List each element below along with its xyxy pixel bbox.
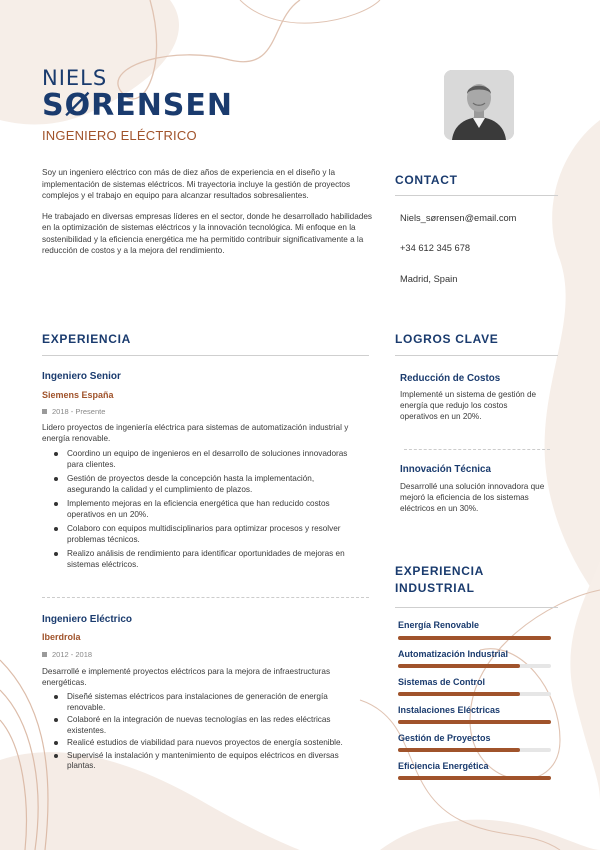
- list-item: [54, 692, 354, 713]
- experience-divider: [42, 355, 369, 356]
- bullet-text: Colaboré en la integración de nuevas tecnologías en las redes eléctricas existentes.: [67, 715, 331, 735]
- job-bullet-list: [54, 449, 354, 574]
- achievements-title: LOGROS CLAVE: [395, 332, 499, 346]
- job-dates-text: 2012 - 2018: [52, 650, 93, 659]
- list-item: [54, 524, 354, 545]
- contact-phone[interactable]: +34 612 345 678: [400, 243, 471, 253]
- list-item: [54, 499, 354, 520]
- summary-paragraph-1: Soy un ingeniero eléctrico con más de diez años de experiencia en el diseño y la implementación de sistemas eléctricos. Mi trayectoria incluye la gestión de proyectos complejos y el trabajo en equipo para alcanzar resultados sobresalientes.: [42, 168, 351, 200]
- skill-label: Automatización Industrial: [398, 649, 509, 659]
- list-item: [54, 738, 354, 749]
- achievements-divider: [395, 355, 558, 356]
- skill-bar: [398, 692, 551, 696]
- bullet-icon: [54, 695, 58, 699]
- summary: [42, 167, 372, 266]
- bullet-icon: [54, 718, 58, 722]
- bullet-text: Gestión de proyectos desde la concepción hasta la implementación, asegurando la calidad y el cumplimiento de plazos.: [67, 474, 315, 494]
- skill-bar: [398, 776, 551, 780]
- industry-experience-title-line2: INDUSTRIAL: [395, 581, 475, 595]
- contact-title: CONTACT: [395, 173, 458, 187]
- skill-bar-fill: [398, 636, 551, 640]
- skill-label: Gestión de Proyectos: [398, 733, 491, 743]
- list-item: [54, 549, 354, 570]
- skill-label: Eficiencia Energética: [398, 761, 489, 771]
- skill-label: Energía Renovable: [398, 620, 480, 630]
- skill-bar-fill: [398, 720, 551, 724]
- contact-email[interactable]: Niels_sørensen@email.com: [400, 213, 517, 223]
- bullet-text: Supervisé la instalación y mantenimiento de equipos eléctricos en diversas plantas.: [67, 750, 339, 770]
- job-separator: [42, 597, 369, 598]
- list-item: [54, 715, 354, 736]
- bullet-icon: [54, 527, 58, 531]
- bullet-icon: [54, 452, 58, 456]
- skill-label: Instalaciones Eléctricas: [398, 705, 501, 715]
- job-title: INGENIERO ELÉCTRICO: [42, 128, 197, 143]
- skill-bar: [398, 748, 551, 752]
- list-item: [54, 751, 354, 772]
- achievement-title: Reducción de Costos: [400, 373, 501, 384]
- bullet-icon: [54, 477, 58, 481]
- bullet-icon: [54, 502, 58, 506]
- bullet-text: Diseñé sistemas eléctricos para instalaciones de generación de energía renovable.: [67, 692, 328, 712]
- bullet-text: Implemento mejoras en la eficiencia energética que han reducido costos operativos en un 20%.: [67, 499, 330, 519]
- first-name: NIELS: [42, 66, 108, 90]
- skill-bar: [398, 636, 551, 640]
- achievement-title: Innovación Técnica: [400, 464, 491, 475]
- profile-photo: [444, 70, 514, 140]
- bullet-text: Realizo análisis de rendimiento para identificar oportunidades de mejoras en sistemas eléctricos.: [67, 549, 345, 569]
- achievement-text: Implementé un sistema de gestión de energía que redujo los costos operativos en un 20%.: [400, 390, 537, 421]
- bullet-text: Coordino un equipo de ingenieros en el desarrollo de soluciones innovadoras para clientes.: [67, 449, 348, 469]
- calendar-icon: [42, 652, 47, 657]
- job-dates: [42, 650, 92, 659]
- skill-bar-fill: [398, 692, 520, 696]
- contact-location: Madrid, Spain: [400, 274, 458, 284]
- list-item: [54, 449, 354, 470]
- skill-label: Sistemas de Control: [398, 677, 486, 687]
- calendar-icon: [42, 409, 47, 414]
- bullet-icon: [54, 741, 58, 745]
- job-company: Iberdrola: [42, 632, 81, 642]
- achievement-separator: [404, 449, 550, 450]
- bullet-text: Realicé estudios de viabilidad para nuevos proyectos de energía sostenible.: [67, 738, 343, 747]
- experience-title: EXPERIENCIA: [42, 332, 132, 346]
- skill-bar: [398, 720, 551, 724]
- job-company: Siemens España: [42, 390, 114, 400]
- industry-divider: [395, 607, 558, 608]
- job-role: Ingeniero Eléctrico: [42, 614, 133, 625]
- bullet-icon: [54, 552, 58, 556]
- skill-bar-fill: [398, 664, 520, 668]
- skill-bar: [398, 664, 551, 668]
- achievement-text: Desarrollé una solución innovadora que mejoró la eficiencia de los sistemas eléctricos en un 30%.: [400, 482, 545, 513]
- job-description: Desarrollé e implementé proyectos eléctricos para la mejora de infraestructuras energéticas.: [42, 667, 331, 687]
- job-description: Lidero proyectos de ingeniería eléctrica para sistemas de automatización industrial y energía renovable.: [42, 423, 349, 443]
- last-name: SØRENSEN: [42, 88, 234, 123]
- bullet-icon: [54, 754, 58, 758]
- skill-bar-fill: [398, 776, 551, 780]
- job-dates: [42, 407, 105, 416]
- job-role: Ingeniero Senior: [42, 371, 121, 382]
- skill-bar-fill: [398, 748, 520, 752]
- industry-experience-title: [395, 563, 484, 597]
- industry-experience-title-line1: EXPERIENCIA: [395, 564, 485, 578]
- job-dates-text: 2018 - Presente: [52, 407, 106, 416]
- job-bullet-list: [54, 692, 354, 774]
- summary-paragraph-2: He trabajado en diversas empresas líderes en el sector, donde he desarrollado habilidades en la optimización de sistemas eléctricos y la innovación tecnológica. Mi enfoque en la sostenibilidad y la eficiencia energética me ha permitido contribuir significativamente a la reducción de costos y a la mejora del rendimiento.: [42, 211, 372, 255]
- list-item: [54, 474, 354, 495]
- bullet-text: Colaboro con equipos multidisciplinarios para optimizar procesos y resolver problemas técnicos.: [67, 524, 341, 544]
- contact-divider: [395, 195, 558, 196]
